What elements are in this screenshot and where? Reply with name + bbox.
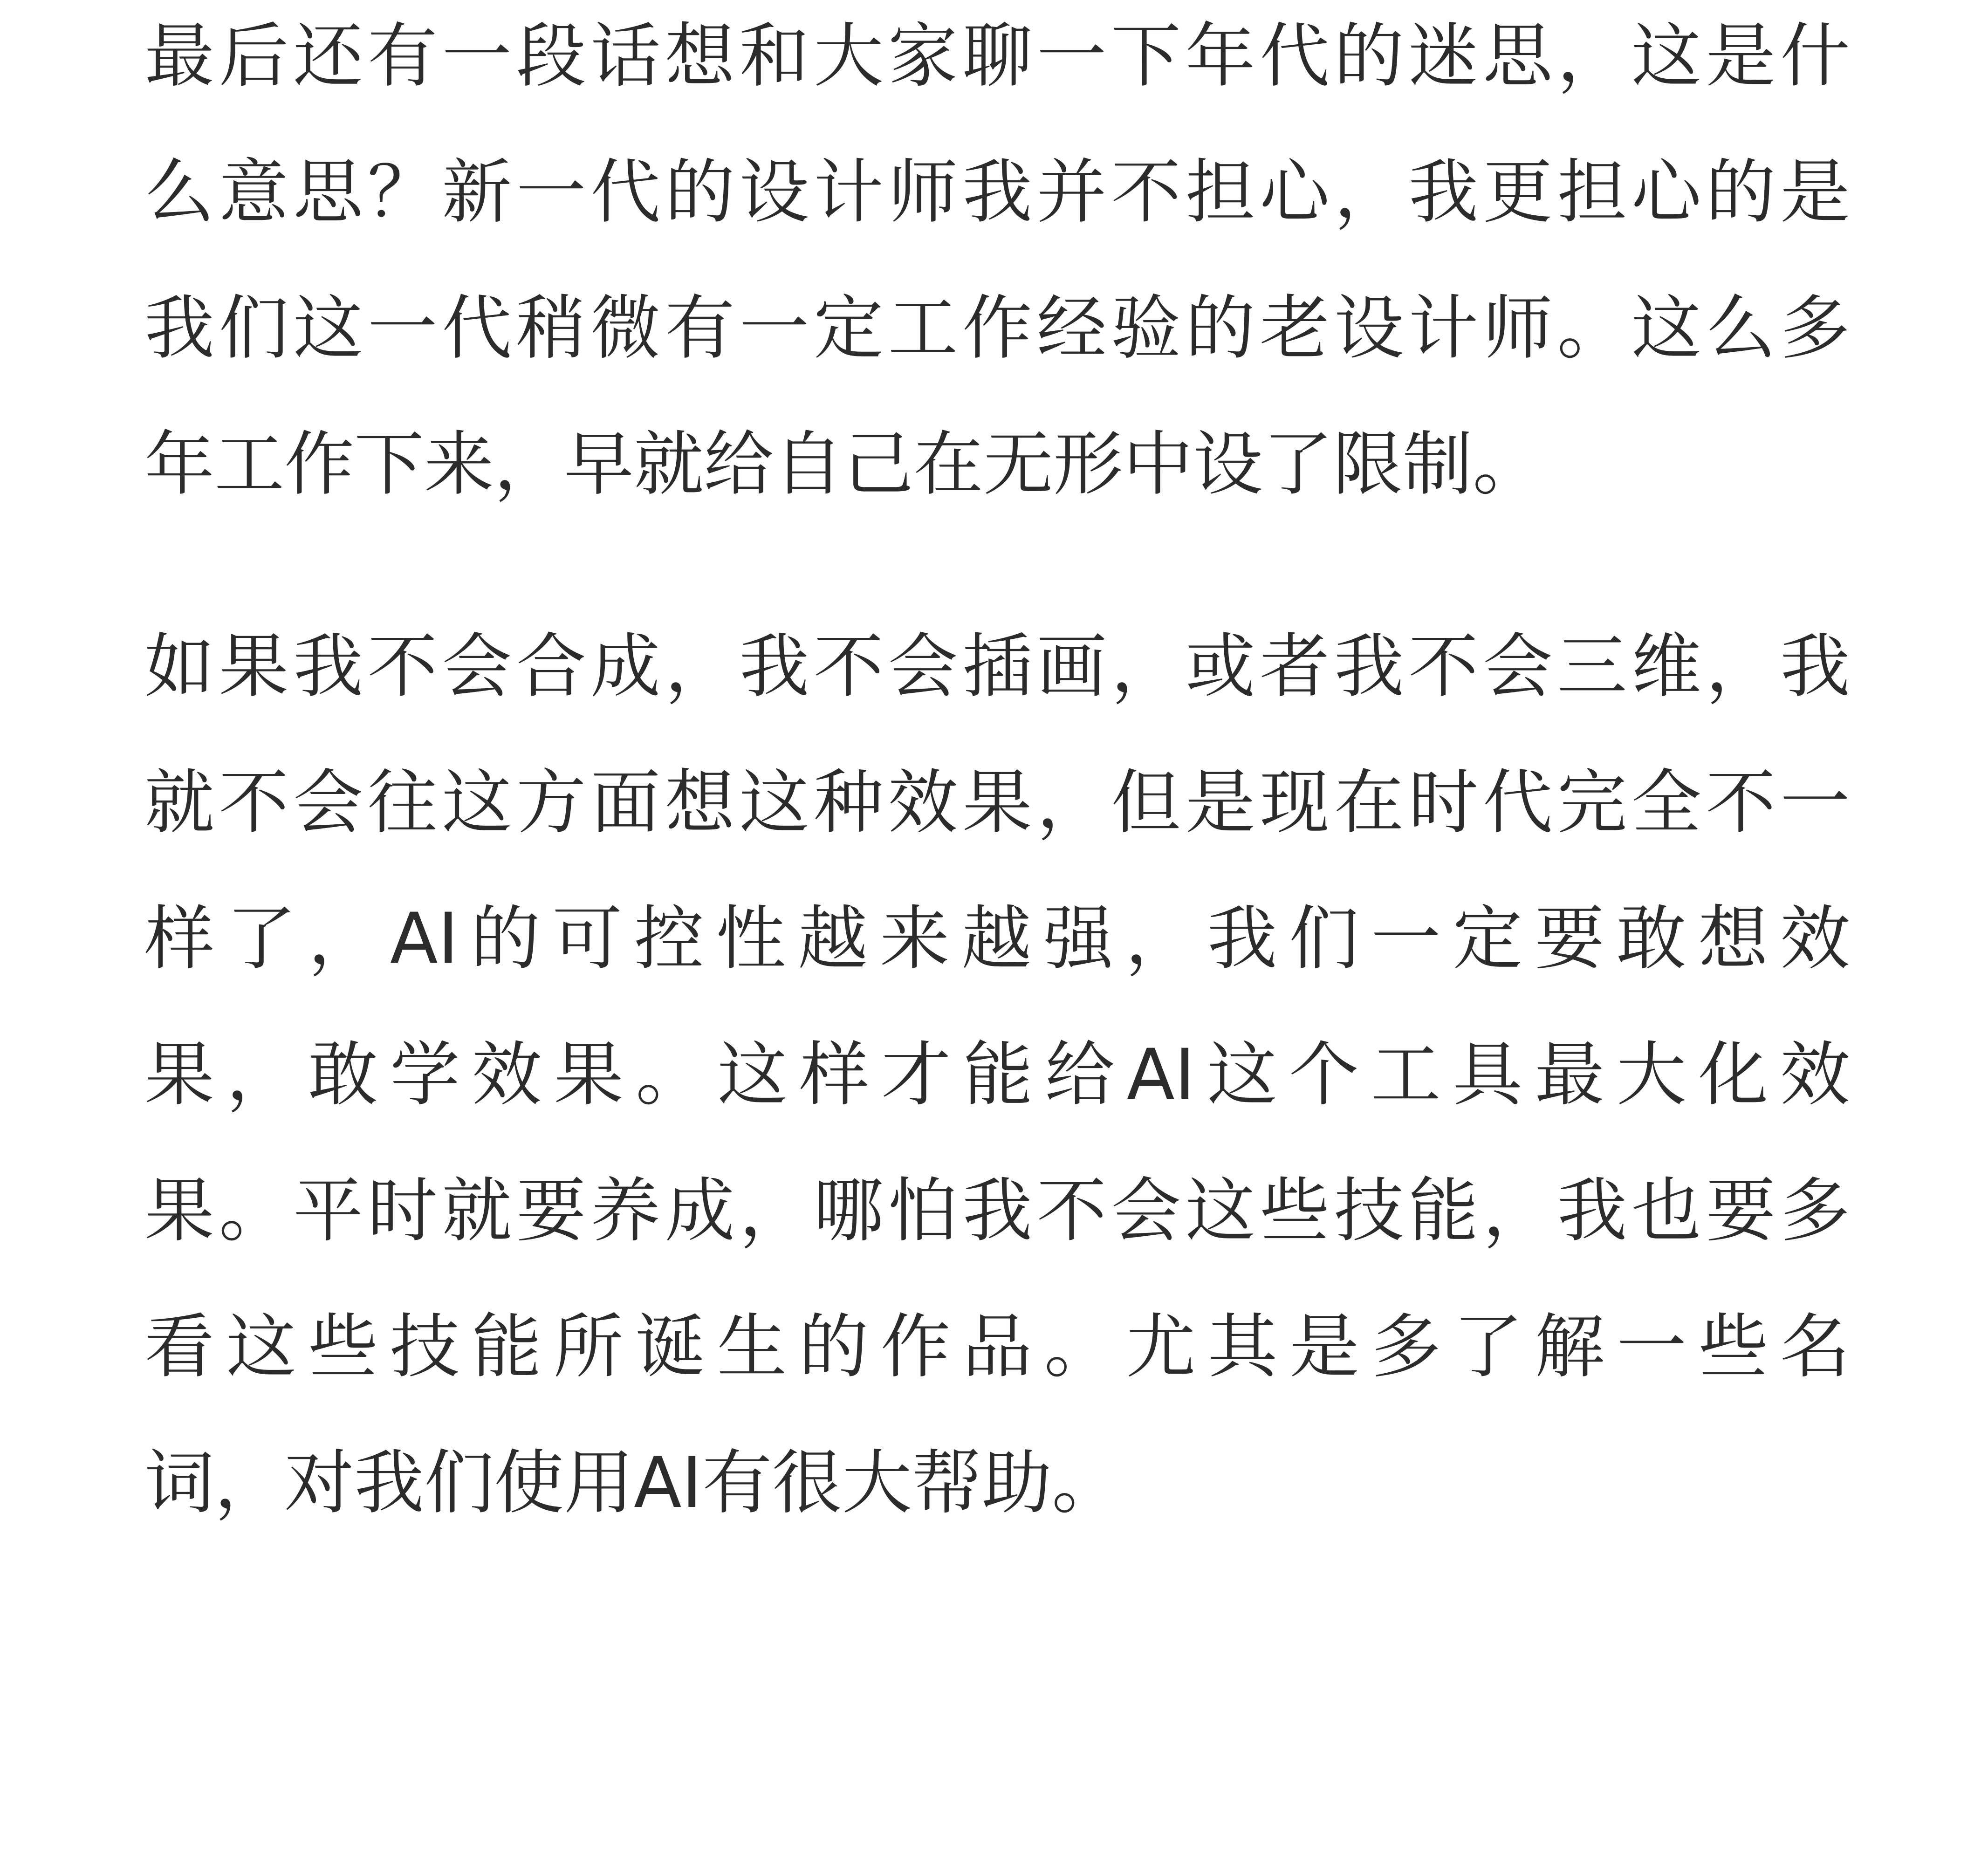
paragraph-line: 果。平时就要养成，哪怕我不会这些技能，我也要多 bbox=[144, 1171, 1850, 1252]
paragraph-line: 词，对我们使用AI有很大帮助。 bbox=[144, 1443, 1122, 1524]
paragraph-line: 最后还有一段话想和大家聊一下年代的迷思，这是什 bbox=[144, 16, 1850, 97]
paragraph-spacer bbox=[144, 544, 1850, 610]
paragraph-line: 样了，AI的可控性越来越强，我们一定要敢想效 bbox=[144, 898, 1850, 979]
paragraph-line: 我们这一代稍微有一定工作经验的老设计师。这么多 bbox=[144, 288, 1850, 369]
paragraph-line: 就不会往这方面想这种效果，但是现在时代完全不一 bbox=[144, 762, 1850, 843]
paragraph-line: 看这些技能所诞生的作品。尤其是多了解一些名 bbox=[144, 1307, 1850, 1388]
paragraph-line: 果，敢学效果。这样才能给AI这个工具最大化效 bbox=[144, 1034, 1850, 1116]
article-body bbox=[144, 0, 1850, 1563]
paragraph-2 bbox=[144, 610, 1850, 1563]
paragraph-line: 么意思？新一代的设计师我并不担心，我更担心的是 bbox=[144, 152, 1850, 233]
paragraph-line: 如果我不会合成，我不会插画，或者我不会三维，我 bbox=[144, 626, 1850, 707]
paragraph-1 bbox=[144, 0, 1850, 544]
paragraph-line: 年工作下来，早就给自己在无形中设了限制。 bbox=[144, 424, 1543, 505]
